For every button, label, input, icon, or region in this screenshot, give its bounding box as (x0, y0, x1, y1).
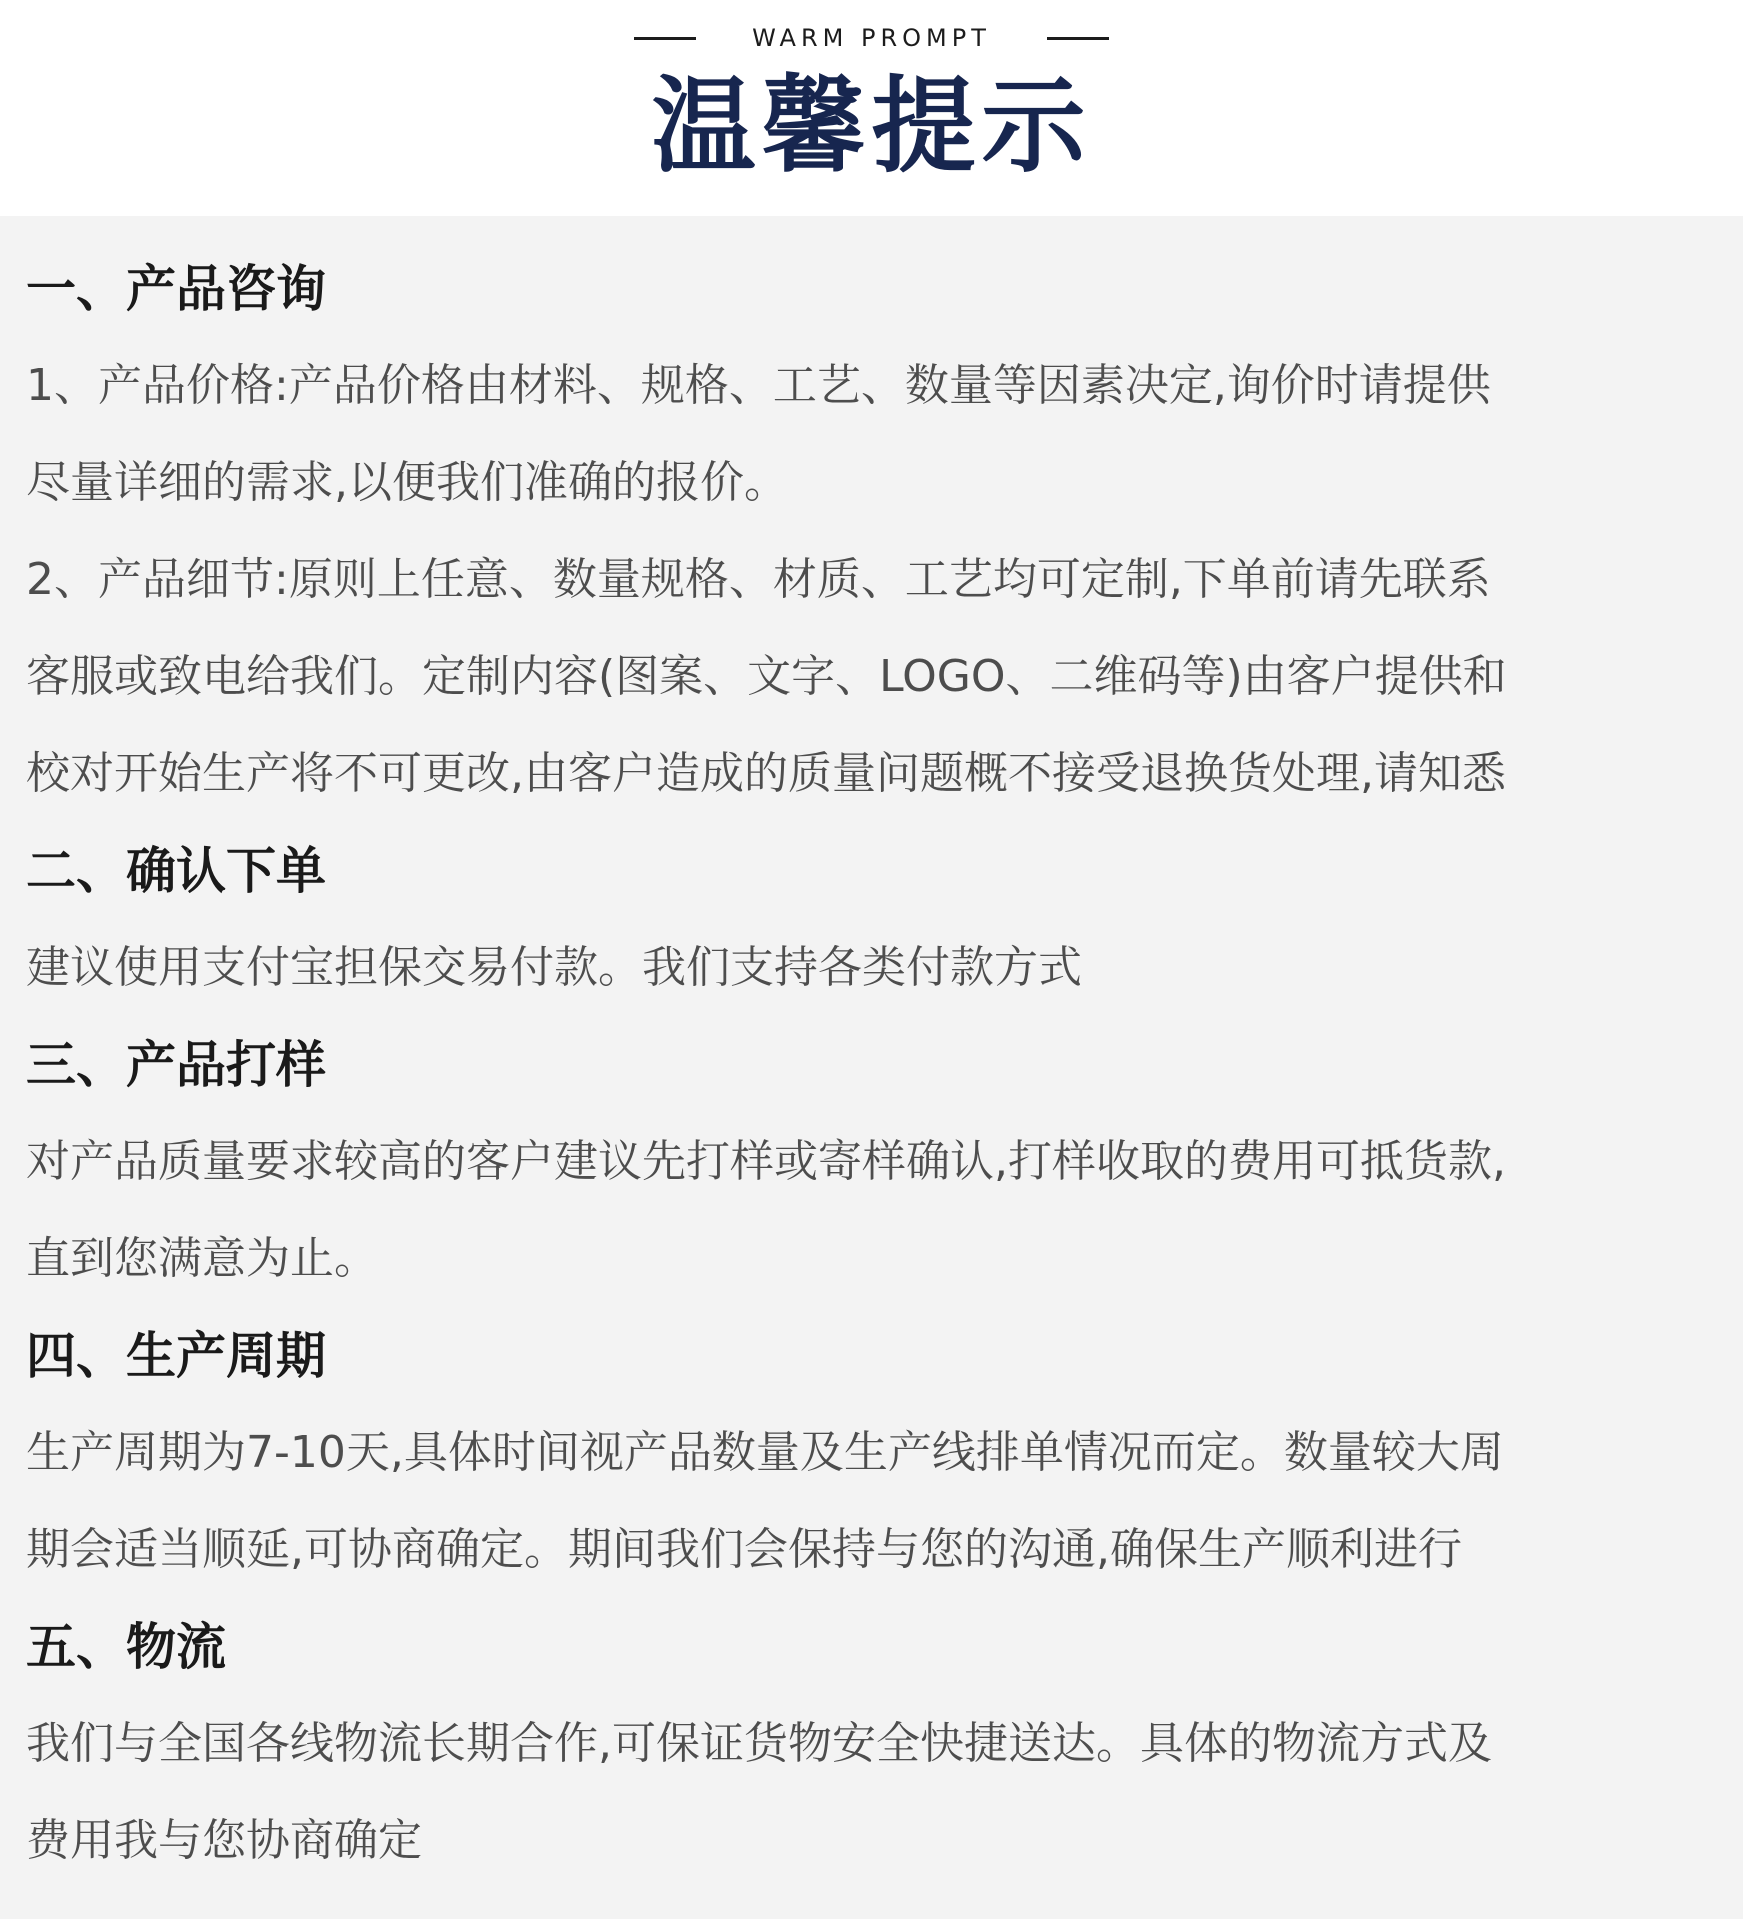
paragraph-line: 客服或致电给我们。定制内容(图案、文字、LOGO、二维码等)由客户提供和 (26, 651, 1507, 702)
paragraph-line: 生产周期为7-10天,具体时间视产品数量及生产线排单情况而定。数量较大周 (26, 1427, 1504, 1478)
right-divider (1047, 37, 1109, 40)
section-title: 四、生产周期 (26, 1327, 326, 1385)
paragraph-line: 2、产品细节:原则上任意、数量规格、材质、工艺均可定制,下单前请先联系 (26, 554, 1491, 605)
left-divider (634, 37, 696, 40)
paragraph-line: 对产品质量要求较高的客户建议先打样或寄样确认,打样收取的费用可抵货款, (26, 1136, 1506, 1187)
paragraph-line: 我们与全国各线物流长期合作,可保证货物安全快捷送达。具体的物流方式及 (26, 1718, 1492, 1769)
notice-content (0, 216, 1743, 1919)
paragraph-line: 1、产品价格:产品价格由材料、规格、工艺、数量等因素决定,询价时请提供 (26, 360, 1491, 411)
paragraph-line: 校对开始生产将不可更改,由客户造成的质量问题概不接受退换货处理,请知悉 (26, 748, 1506, 799)
paragraph-line: 尽量详细的需求,以便我们准确的报价。 (26, 457, 788, 508)
section-title: 二、确认下单 (26, 842, 326, 900)
section-title: 三、产品打样 (26, 1036, 326, 1094)
paragraph-line: 费用我与您协商确定 (26, 1815, 422, 1866)
page-title: 温馨提示 (651, 64, 1092, 187)
section-title: 五、物流 (26, 1618, 226, 1676)
subtitle-row (0, 18, 1743, 58)
paragraph-line: 直到您满意为止。 (26, 1233, 378, 1284)
paragraph-line: 建议使用支付宝担保交易付款。我们支持各类付款方式 (26, 942, 1082, 993)
header (0, 0, 1743, 216)
page-subtitle: WARM PROMPT (752, 24, 991, 52)
paragraph-line: 期会适当顺延,可协商确定。期间我们会保持与您的沟通,确保生产顺利进行 (26, 1524, 1462, 1575)
section-title: 一、产品咨询 (26, 260, 326, 318)
